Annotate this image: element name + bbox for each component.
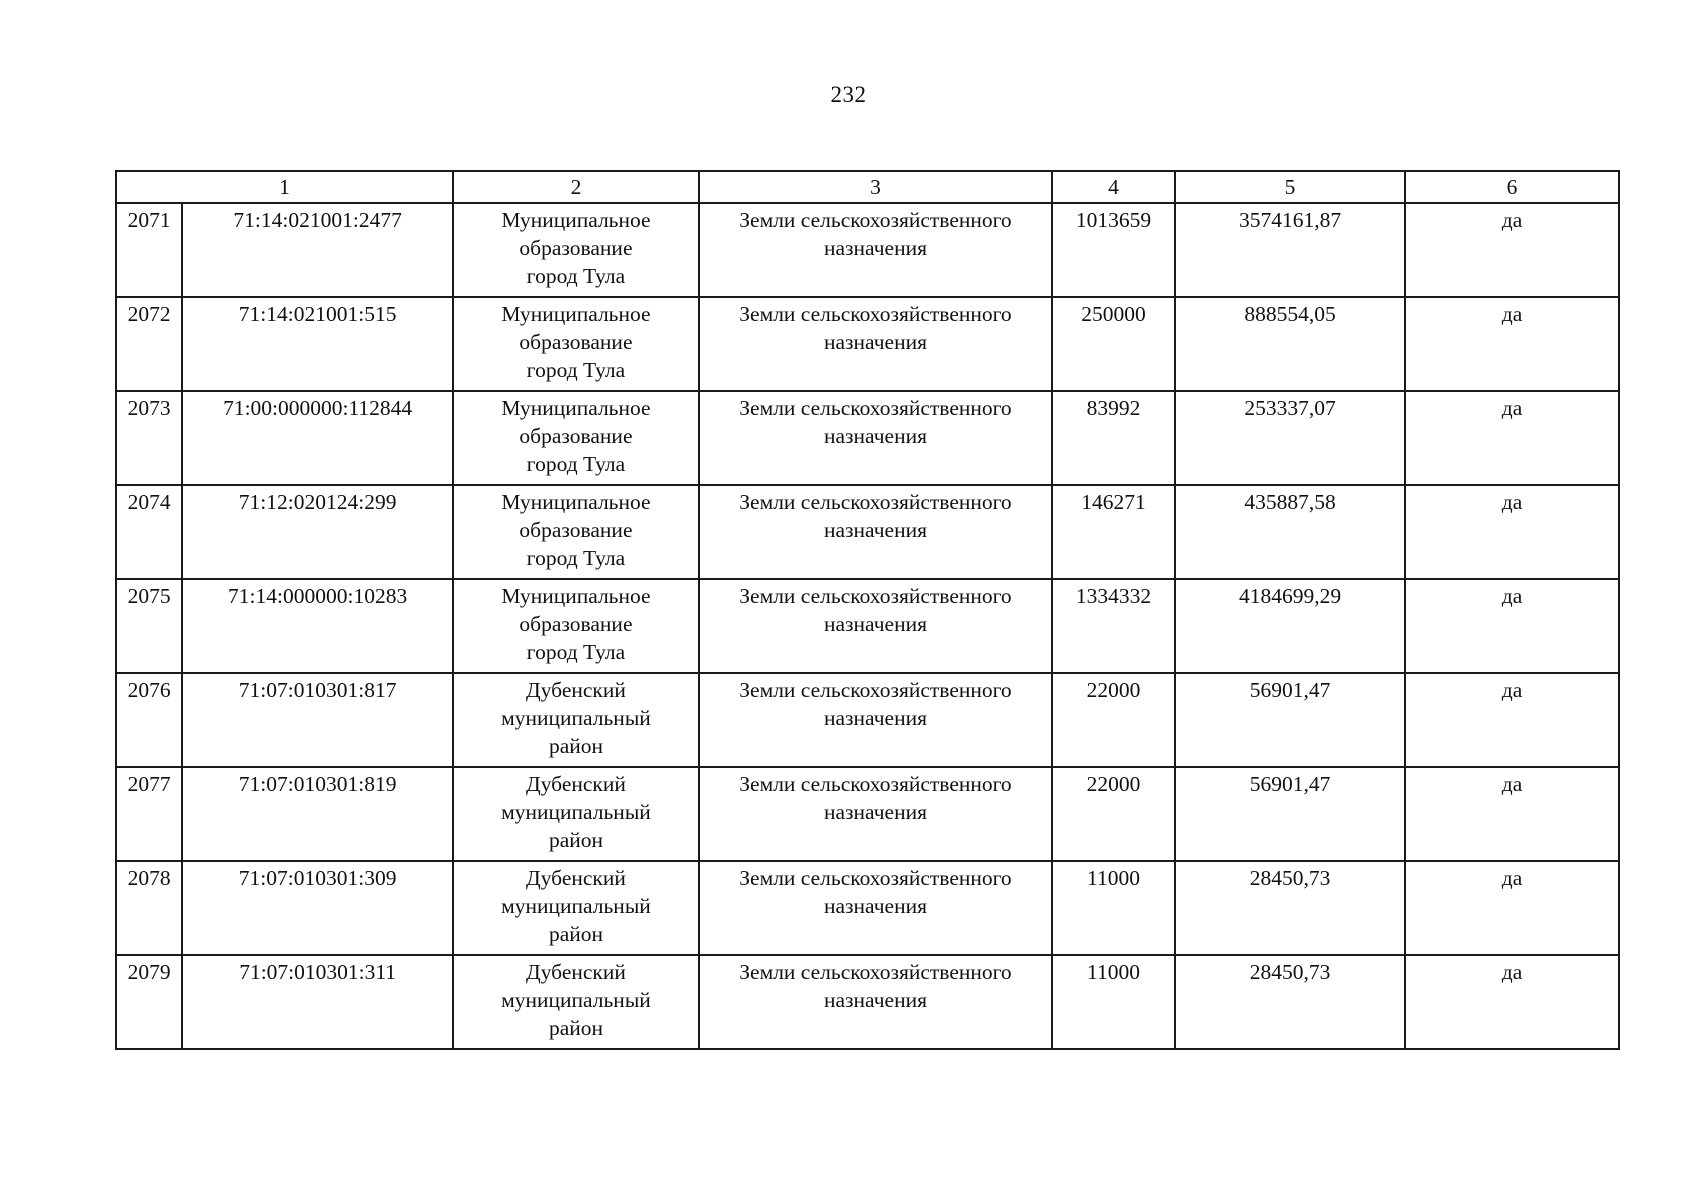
land-category-cell bbox=[699, 767, 1052, 861]
category-line: Земли сельскохозяйственного bbox=[739, 208, 1012, 232]
owner-line: муниципальный bbox=[501, 800, 651, 824]
owner-line: Муниципальное bbox=[501, 208, 651, 232]
owner-cell bbox=[453, 767, 699, 861]
page-number: 232 bbox=[830, 82, 867, 107]
row-number: 2073 bbox=[116, 391, 182, 485]
header-col-1: 1 bbox=[116, 171, 453, 203]
flag-value: да bbox=[1405, 955, 1619, 1049]
land-category-cell bbox=[699, 673, 1052, 767]
cadastral-number: 71:12:020124:299 bbox=[182, 485, 453, 579]
cadastral-value: 28450,73 bbox=[1175, 955, 1405, 1049]
flag-value: да bbox=[1405, 579, 1619, 673]
table-row bbox=[116, 579, 1619, 673]
land-category-cell bbox=[699, 203, 1052, 297]
category-line: Земли сельскохозяйственного bbox=[739, 678, 1012, 702]
cadastral-value: 435887,58 bbox=[1175, 485, 1405, 579]
owner-cell bbox=[453, 203, 699, 297]
area-value: 83992 bbox=[1052, 391, 1175, 485]
area-value: 22000 bbox=[1052, 673, 1175, 767]
owner-line: город Тула bbox=[526, 546, 626, 570]
owner-cell bbox=[453, 579, 699, 673]
table-row bbox=[116, 297, 1619, 391]
header-col-5: 5 bbox=[1175, 171, 1405, 203]
land-category-cell bbox=[699, 391, 1052, 485]
table-header-row bbox=[116, 171, 1619, 203]
category-line: назначения bbox=[823, 236, 927, 260]
category-line: назначения bbox=[823, 800, 927, 824]
flag-value: да bbox=[1405, 767, 1619, 861]
area-value: 146271 bbox=[1052, 485, 1175, 579]
category-line: Земли сельскохозяйственного bbox=[739, 960, 1012, 984]
cadastral-value: 56901,47 bbox=[1175, 767, 1405, 861]
category-line: назначения bbox=[823, 894, 927, 918]
cadastral-value: 888554,05 bbox=[1175, 297, 1405, 391]
owner-line: Муниципальное bbox=[501, 396, 651, 420]
cadastral-value: 3574161,87 bbox=[1175, 203, 1405, 297]
cadastral-value: 28450,73 bbox=[1175, 861, 1405, 955]
cadastral-number: 71:14:021001:2477 bbox=[182, 203, 453, 297]
owner-cell bbox=[453, 485, 699, 579]
category-line: назначения bbox=[823, 988, 927, 1012]
cadastral-number: 71:07:010301:309 bbox=[182, 861, 453, 955]
owner-line: образование bbox=[519, 330, 633, 354]
cadastral-number: 71:07:010301:817 bbox=[182, 673, 453, 767]
owner-cell bbox=[453, 673, 699, 767]
owner-line: Муниципальное bbox=[501, 584, 651, 608]
area-value: 1334332 bbox=[1052, 579, 1175, 673]
row-number: 2077 bbox=[116, 767, 182, 861]
table-row bbox=[116, 485, 1619, 579]
owner-line: город Тула bbox=[526, 358, 626, 382]
header-col-4: 4 bbox=[1052, 171, 1175, 203]
flag-value: да bbox=[1405, 673, 1619, 767]
header-col-6: 6 bbox=[1405, 171, 1619, 203]
row-number: 2079 bbox=[116, 955, 182, 1049]
area-value: 22000 bbox=[1052, 767, 1175, 861]
flag-value: да bbox=[1405, 203, 1619, 297]
row-number: 2076 bbox=[116, 673, 182, 767]
header-col-3: 3 bbox=[699, 171, 1052, 203]
area-value: 1013659 bbox=[1052, 203, 1175, 297]
land-category-cell bbox=[699, 955, 1052, 1049]
cadastral-value: 56901,47 bbox=[1175, 673, 1405, 767]
category-line: назначения bbox=[823, 424, 927, 448]
cadastral-number: 71:07:010301:311 bbox=[182, 955, 453, 1049]
row-number: 2072 bbox=[116, 297, 182, 391]
category-line: Земли сельскохозяйственного bbox=[739, 584, 1012, 608]
cadastral-value: 253337,07 bbox=[1175, 391, 1405, 485]
owner-line: город Тула bbox=[526, 264, 626, 288]
flag-value: да bbox=[1405, 861, 1619, 955]
owner-line: муниципальный bbox=[501, 706, 651, 730]
category-line: Земли сельскохозяйственного bbox=[739, 490, 1012, 514]
owner-line: район bbox=[548, 1016, 603, 1040]
category-line: назначения bbox=[823, 612, 927, 636]
land-plots-table bbox=[115, 170, 1620, 1050]
row-number: 2078 bbox=[116, 861, 182, 955]
table-row bbox=[116, 391, 1619, 485]
flag-value: да bbox=[1405, 485, 1619, 579]
category-line: назначения bbox=[823, 518, 927, 542]
owner-line: образование bbox=[519, 236, 633, 260]
area-value: 11000 bbox=[1052, 861, 1175, 955]
flag-value: да bbox=[1405, 297, 1619, 391]
owner-line: Дубенский bbox=[526, 678, 626, 702]
owner-line: город Тула bbox=[526, 452, 626, 476]
table-row bbox=[116, 673, 1619, 767]
owner-line: образование bbox=[519, 518, 633, 542]
land-category-cell bbox=[699, 579, 1052, 673]
cadastral-number: 71:07:010301:819 bbox=[182, 767, 453, 861]
owner-line: муниципальный bbox=[501, 988, 651, 1012]
category-line: Земли сельскохозяйственного bbox=[739, 302, 1012, 326]
owner-line: образование bbox=[519, 424, 633, 448]
cadastral-value: 4184699,29 bbox=[1175, 579, 1405, 673]
owner-cell bbox=[453, 391, 699, 485]
owner-line: Дубенский bbox=[526, 960, 626, 984]
owner-line: Дубенский bbox=[526, 866, 626, 890]
land-category-cell bbox=[699, 485, 1052, 579]
header-col-2: 2 bbox=[453, 171, 699, 203]
owner-line: Муниципальное bbox=[501, 302, 651, 326]
cadastral-number: 71:14:000000:10283 bbox=[182, 579, 453, 673]
table-row bbox=[116, 861, 1619, 955]
category-line: Земли сельскохозяйственного bbox=[739, 866, 1012, 890]
row-number: 2075 bbox=[116, 579, 182, 673]
owner-line: город Тула bbox=[526, 640, 626, 664]
row-number: 2071 bbox=[116, 203, 182, 297]
land-category-cell bbox=[699, 861, 1052, 955]
owner-cell bbox=[453, 297, 699, 391]
cadastral-number: 71:14:021001:515 bbox=[182, 297, 453, 391]
cadastral-number: 71:00:000000:112844 bbox=[182, 391, 453, 485]
category-line: назначения bbox=[823, 330, 927, 354]
owner-line: образование bbox=[519, 612, 633, 636]
owner-line: район bbox=[548, 734, 603, 758]
owner-line: Муниципальное bbox=[501, 490, 651, 514]
owner-line: муниципальный bbox=[501, 894, 651, 918]
category-line: Земли сельскохозяйственного bbox=[739, 772, 1012, 796]
table-row bbox=[116, 955, 1619, 1049]
category-line: назначения bbox=[823, 706, 927, 730]
owner-line: район bbox=[548, 828, 603, 852]
owner-line: район bbox=[548, 922, 603, 946]
land-category-cell bbox=[699, 297, 1052, 391]
owner-cell bbox=[453, 955, 699, 1049]
table-row bbox=[116, 203, 1619, 297]
owner-line: Дубенский bbox=[526, 772, 626, 796]
table-row bbox=[116, 767, 1619, 861]
row-number: 2074 bbox=[116, 485, 182, 579]
flag-value: да bbox=[1405, 391, 1619, 485]
owner-cell bbox=[453, 861, 699, 955]
category-line: Земли сельскохозяйственного bbox=[739, 396, 1012, 420]
area-value: 250000 bbox=[1052, 297, 1175, 391]
area-value: 11000 bbox=[1052, 955, 1175, 1049]
